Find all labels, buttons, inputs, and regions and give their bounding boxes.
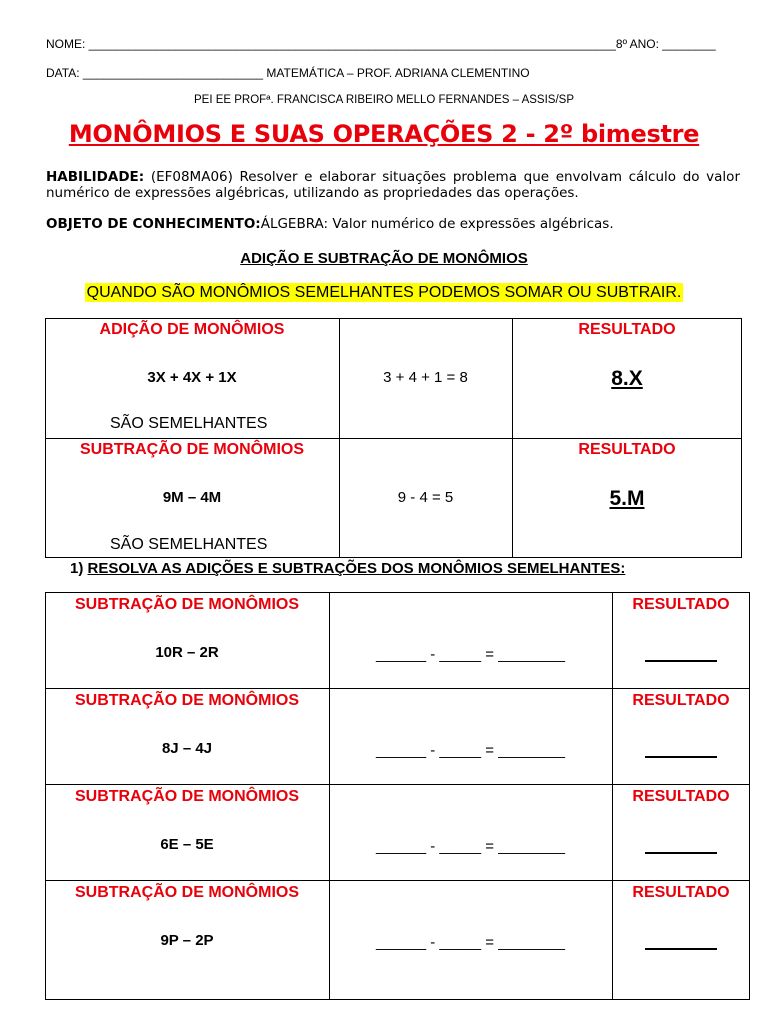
section-title: ADIÇÃO E SUBTRAÇÃO DE MONÔMIOS <box>240 250 528 267</box>
highlight-text: QUANDO SÃO MONÔMIOS SEMELHANTES PODEMOS SOMAR OU SUBTRAIR. <box>86 284 682 301</box>
example-result: 5.M <box>609 487 645 510</box>
exercise-instruction: RESOLVA AS ADIÇÕES E SUBTRAÇÕES DOS MONÔMIOS SEMELHANTES: <box>87 560 626 577</box>
answer-blank[interactable]: ______ - _____ = ________ <box>376 742 565 759</box>
result-answer-line[interactable] <box>645 756 717 758</box>
exercise-number: 1) <box>70 560 84 577</box>
objeto-label: OBJETO DE CONHECIMENTO: <box>46 216 261 232</box>
example-expression: 9M – 4M <box>162 489 222 506</box>
exercise-expression: 6E – 5E <box>160 836 214 853</box>
result-answer-line[interactable] <box>645 852 717 854</box>
example-heading: SUBTRAÇÃO DE MONÔMIOS <box>80 441 304 458</box>
example-calc: 3 + 4 + 1 = 8 <box>383 369 468 386</box>
example-heading: ADIÇÃO DE MONÔMIOS <box>99 321 285 338</box>
habilidade-paragraph <box>46 169 740 201</box>
header-date-line: DATA: ___________________________ MATEMÁTICA – PROF. ADRIANA CLEMENTINO <box>46 66 530 80</box>
example-result: 8.X <box>611 367 643 390</box>
example-calc: 9 - 4 = 5 <box>397 489 454 506</box>
result-label: RESULTADO <box>632 884 730 901</box>
answer-blank[interactable]: ______ - _____ = ________ <box>376 934 565 951</box>
objeto-paragraph <box>46 216 740 232</box>
exercise-expression: 10R – 2R <box>155 644 219 661</box>
exercise-expression: 8J – 4J <box>161 740 213 757</box>
header-name-line: NOME: _______________________________________________________________________________8º ANO: ________ <box>46 37 716 51</box>
exercise-instruction-line <box>70 560 625 577</box>
page-title: MONÔMIOS E SUAS OPERAÇÕES 2 - 2º bimestre <box>68 120 700 148</box>
exercise-heading: SUBTRAÇÃO DE MONÔMIOS <box>75 884 299 901</box>
exercise-heading: SUBTRAÇÃO DE MONÔMIOS <box>75 596 299 613</box>
habilidade-text: (EF08MA06) Resolver e elaborar situações problema que envolvam cálculo do valor numérico de expressões algébricas, utilizando as propriedades das operações. <box>46 169 740 201</box>
table-divider <box>45 438 742 439</box>
result-label: RESULTADO <box>632 788 730 805</box>
result-label: RESULTADO <box>632 692 730 709</box>
table-divider <box>45 688 750 689</box>
exercise-heading: SUBTRAÇÃO DE MONÔMIOS <box>75 788 299 805</box>
highlight-line <box>0 284 768 302</box>
objeto-text: ÁLGEBRA: Valor numérico de expressões algébricas. <box>260 216 614 232</box>
result-answer-line[interactable] <box>645 660 717 662</box>
example-expression: 3X + 4X + 1X <box>147 369 237 386</box>
exercise-heading: SUBTRAÇÃO DE MONÔMIOS <box>75 692 299 709</box>
result-answer-line[interactable] <box>645 948 717 950</box>
result-label: RESULTADO <box>578 321 676 338</box>
example-note: SÃO SEMELHANTES <box>110 536 268 553</box>
exercise-expression: 9P – 2P <box>160 932 214 949</box>
answer-blank[interactable]: ______ - _____ = ________ <box>376 646 565 663</box>
header-school-line: PEI EE PROFª. FRANCISCA RIBEIRO MELLO FERNANDES – ASSIS/SP <box>193 94 575 106</box>
answer-blank[interactable]: ______ - _____ = ________ <box>376 838 565 855</box>
habilidade-label: HABILIDADE: <box>46 169 145 185</box>
table-divider <box>45 784 750 785</box>
table-divider <box>45 880 750 881</box>
result-label: RESULTADO <box>632 596 730 613</box>
result-label: RESULTADO <box>578 441 676 458</box>
example-note: SÃO SEMELHANTES <box>110 415 268 432</box>
